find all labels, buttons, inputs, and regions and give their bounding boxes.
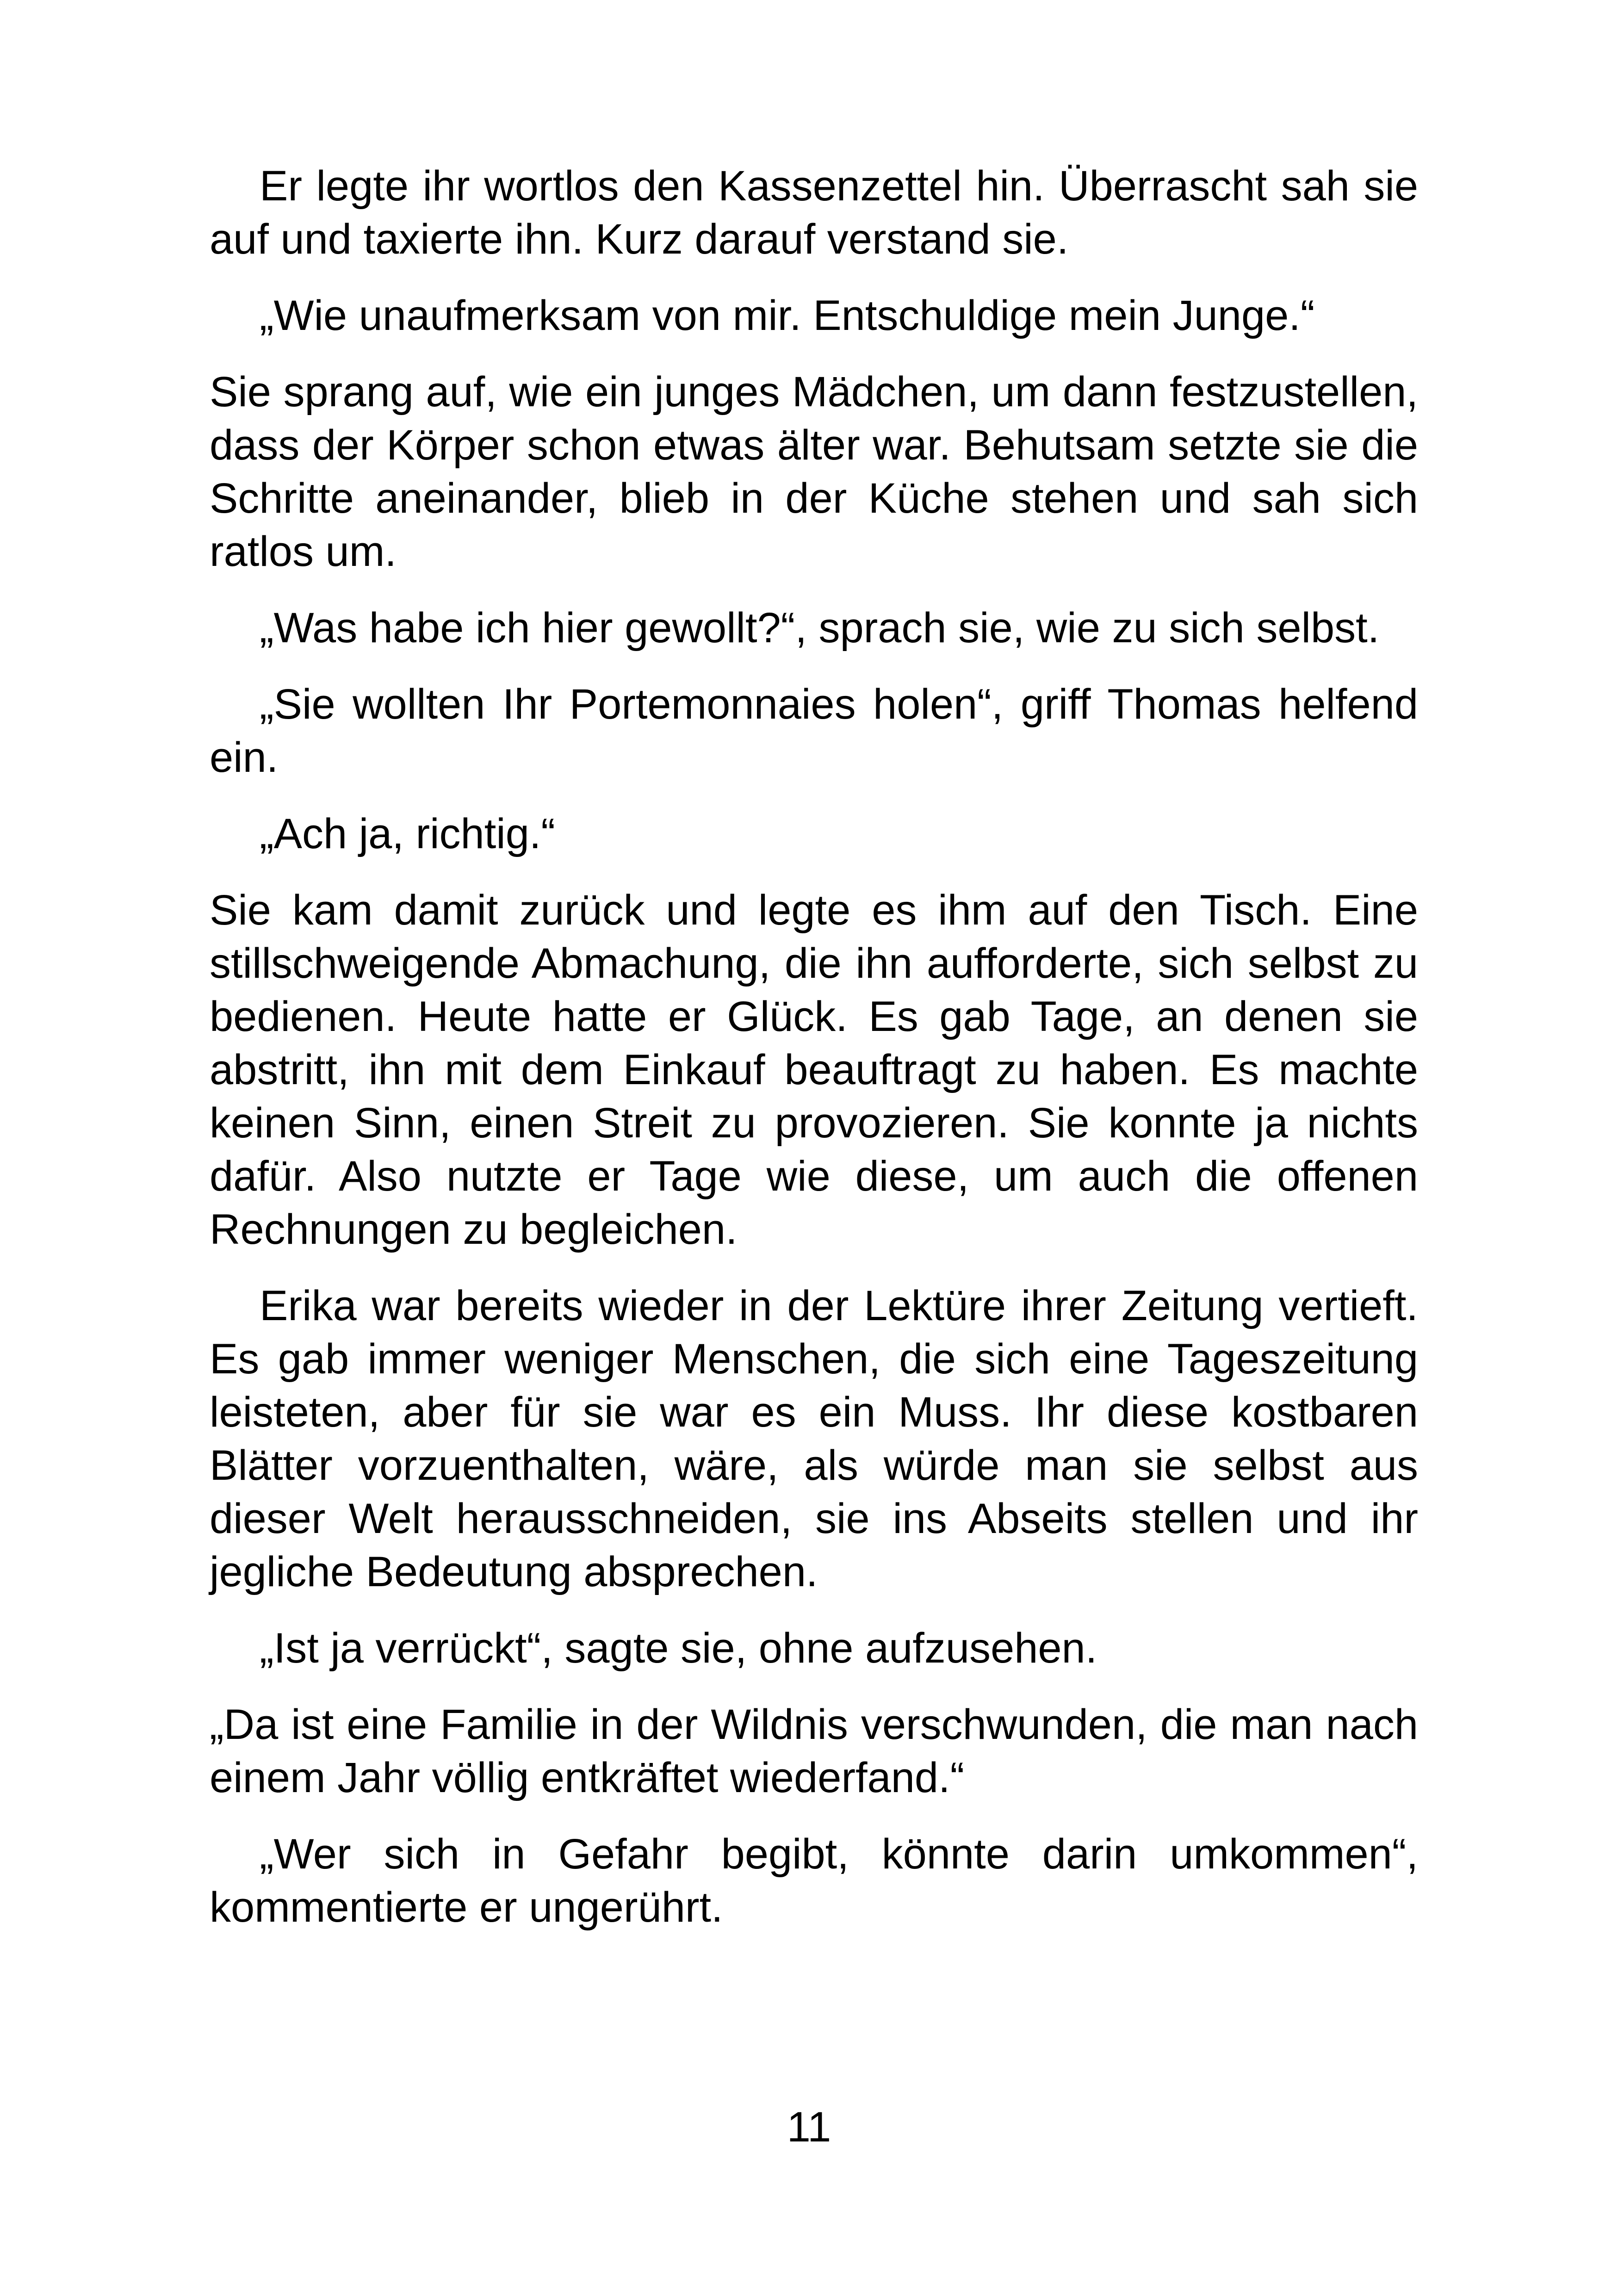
paragraph-1: Er legte ihr wortlos den Kassenzettel hin. Überrascht sah sie auf und taxierte ihn. Kurz darauf verstand sie. — [210, 162, 1418, 263]
body-text — [210, 160, 1418, 1957]
paragraph-10: „Da ist eine Familie in der Wildnis verschwunden, die man nach einem Jahr völlig entkräftet wiederfand.“ — [210, 1701, 1418, 1801]
paragraph-6: „Ach ja, richtig.“ — [260, 810, 556, 857]
paragraph-4: „Was habe ich hier gewollt?“, sprach sie, wie zu sich selbst. — [260, 604, 1380, 652]
paragraph-3: Sie sprang auf, wie ein junges Mädchen, um dann festzustellen, dass der Körper schon etwas älter war. Behutsam setzte sie die Schritte aneinander, blieb in der Küche stehen und sah sich ratlos um. — [210, 368, 1418, 575]
paragraph-8: Erika war bereits wieder in der Lektüre ihrer Zeitung vertieft. Es gab immer weniger Menschen, die sich eine Tageszeitung leisteten, aber für sie war es ein Muss. Ihr diese kostbaren Blätter vorzuenthalten, wäre, als würde man sie selbst aus dieser Welt herausschneiden, sie ins Abseits stellen und ihr jegliche Bedeutung absprechen. — [210, 1282, 1418, 1595]
paragraph-2: „Wie unaufmerksam von mir. Entschuldige mein Junge.“ — [260, 292, 1315, 339]
paragraph-9: „Ist ja verrückt“, sagte sie, ohne aufzusehen. — [260, 1625, 1097, 1672]
paragraph-11: „Wer sich in Gefahr begibt, könnte darin umkommen“, kommentierte er ungerührt. — [210, 1831, 1418, 1931]
paragraph-5: „Sie wollten Ihr Portemonnaies holen“, griff Thomas helfend ein. — [210, 681, 1418, 781]
paragraph-7: Sie kam damit zurück und legte es ihm auf den Tisch. Eine stillschweigende Abmachung, die ihn aufforderte, sich selbst zu bedienen. Heute hatte er Glück. Es gab Tage, an denen sie abstritt, ihn mit dem Einkauf beauftragt zu haben. Es machte keinen Sinn, einen Streit zu provozieren. Sie konnte ja nichts dafür. Also nutzte er Tage wie diese, um auch die offenen Rechnungen zu begleichen. — [210, 887, 1418, 1253]
page-number: 11 — [787, 2104, 831, 2151]
